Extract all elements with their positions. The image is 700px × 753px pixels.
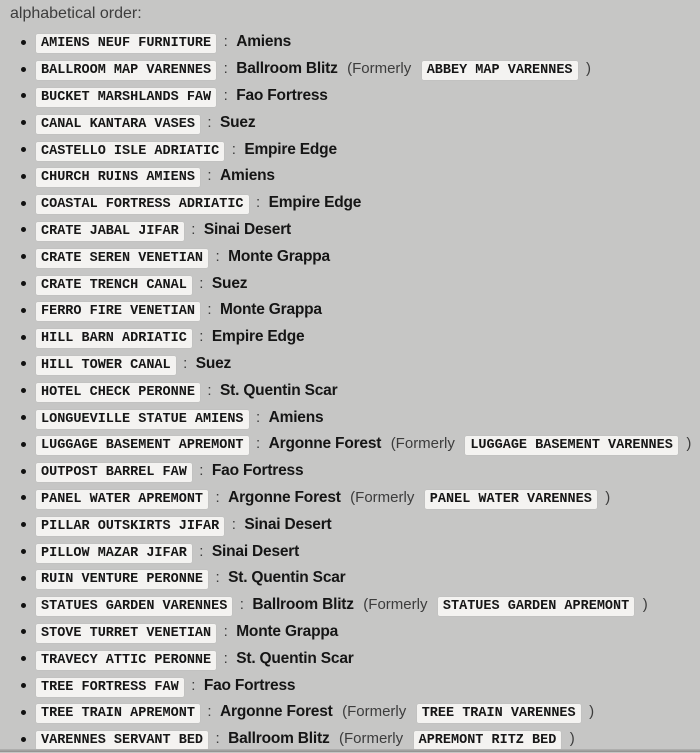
map-name: Sinai Desert (244, 515, 332, 533)
list-item (0, 83, 700, 110)
list-item (0, 485, 700, 512)
list-item-line (36, 623, 338, 641)
map-name: Ballroom Blitz (236, 60, 338, 78)
formerly-prefix: (Formerly (350, 488, 415, 506)
map-name: Fao Fortress (203, 676, 296, 694)
list-item (0, 619, 700, 646)
list-item-line (36, 703, 594, 721)
list-item-line (36, 462, 303, 480)
separator: : (256, 435, 261, 453)
bullet-icon (21, 415, 26, 420)
code-name: PILLOW MAZAR JIFAR (36, 544, 192, 563)
formerly-suffix: ) (569, 730, 575, 748)
bullet-icon (21, 603, 26, 608)
bullet-icon (21, 308, 26, 313)
list-item-line (36, 596, 648, 614)
separator: : (256, 194, 261, 212)
separator: : (207, 301, 212, 319)
formerly-suffix: ) (642, 596, 648, 614)
list-item (0, 511, 700, 538)
codename-list (0, 29, 700, 753)
list-item (0, 351, 700, 378)
list-item-line (36, 516, 332, 534)
separator: : (215, 247, 220, 265)
map-name: Amiens (236, 33, 292, 51)
separator: : (207, 381, 212, 399)
bullet-icon (21, 656, 26, 661)
bullet-icon (21, 254, 26, 259)
list-item-line (36, 569, 346, 587)
separator: : (215, 730, 220, 748)
map-name: Argonne Forest (268, 435, 382, 453)
code-name: BUCKET MARSHLANDS FAW (36, 88, 216, 107)
map-name: Sinai Desert (211, 542, 300, 560)
list-item (0, 136, 700, 163)
map-name: Argonne Forest (228, 488, 341, 506)
formerly-prefix: (Formerly (338, 730, 404, 748)
list-item (0, 29, 700, 56)
former-code-name: ABBEY MAP VARENNES (422, 61, 578, 80)
code-name: RUIN VENTURE PERONNE (36, 570, 208, 589)
separator: : (199, 274, 204, 292)
map-name: Argonne Forest (220, 703, 333, 721)
list-item-line (36, 489, 610, 507)
formerly-suffix: ) (585, 60, 591, 78)
list-item-line (36, 650, 354, 668)
separator: : (191, 220, 196, 238)
bullet-icon (21, 549, 26, 554)
code-name: AMIENS NEUF FURNITURE (36, 34, 216, 53)
map-name: St. Quentin Scar (236, 649, 354, 667)
separator: : (183, 354, 188, 372)
list-item (0, 217, 700, 244)
formerly-note (334, 730, 575, 747)
list-item (0, 377, 700, 404)
map-name: Monte Grappa (228, 247, 330, 265)
page-title: alphabetical order: (10, 5, 142, 22)
bullet-icon (21, 201, 26, 206)
separator: : (215, 569, 220, 587)
list-item (0, 270, 700, 297)
list-item (0, 243, 700, 270)
formerly-suffix: ) (589, 703, 595, 721)
map-name: St. Quentin Scar (220, 381, 338, 399)
map-name: Fao Fortress (236, 86, 328, 104)
former-code-name: LUGGAGE BASEMENT VARENNES (465, 436, 678, 455)
list-item-line (36, 355, 231, 373)
code-name: STATUES GARDEN VARENNES (36, 597, 232, 616)
separator: : (199, 542, 204, 560)
formerly-prefix: (Formerly (347, 60, 412, 78)
list-item-line (36, 543, 299, 561)
list-item (0, 431, 700, 458)
bullet-icon (21, 388, 26, 393)
list-item (0, 672, 700, 699)
map-name: Amiens (220, 167, 275, 185)
separator: : (215, 488, 220, 506)
list-item-line (36, 301, 322, 319)
list-item-line (36, 730, 575, 748)
bullet-icon (21, 281, 26, 286)
separator: : (207, 167, 212, 185)
code-name: FERRO FIRE VENETIAN (36, 302, 200, 321)
code-name: VARENNES SERVANT BED (36, 731, 208, 750)
list-item (0, 163, 700, 190)
bullet-icon (21, 442, 26, 447)
code-name: STOVE TURRET VENETIAN (36, 624, 216, 643)
code-name: HOTEL CHECK PERONNE (36, 383, 200, 402)
bullet-icon (21, 174, 26, 179)
formerly-prefix: (Formerly (342, 703, 407, 721)
formerly-note (337, 703, 594, 720)
list-item-line (36, 221, 291, 239)
former-code-name: APREMONT RITZ BED (414, 731, 562, 750)
map-name: Ballroom Blitz (228, 730, 330, 748)
map-name: Monte Grappa (220, 301, 322, 319)
code-name: BALLROOM MAP VARENNES (36, 61, 216, 80)
code-name: HILL TOWER CANAL (36, 356, 176, 375)
separator: : (223, 33, 228, 51)
separator: : (207, 703, 212, 721)
code-name: CRATE JABAL JIFAR (36, 222, 184, 241)
code-name: HILL BARN ADRIATIC (36, 329, 192, 348)
code-name: LUGGAGE BASEMENT APREMONT (36, 436, 249, 455)
list-item-line (36, 409, 323, 427)
list-item-line (36, 275, 247, 293)
bullet-icon (21, 469, 26, 474)
code-name: TRAVECY ATTIC PERONNE (36, 651, 216, 670)
former-code-name: TREE TRAIN VARENNES (417, 704, 581, 723)
list-item (0, 109, 700, 136)
list-item-line (36, 141, 337, 159)
bullet-icon (21, 93, 26, 98)
bullet-icon (21, 710, 26, 715)
separator: : (231, 140, 236, 158)
code-name: TREE TRAIN APREMONT (36, 704, 200, 723)
formerly-suffix: ) (605, 488, 611, 506)
list-item-line (36, 382, 337, 400)
code-name: LONGUEVILLE STATUE AMIENS (36, 410, 249, 429)
separator: : (191, 676, 196, 694)
list-item-line (36, 33, 291, 51)
bullet-icon (21, 40, 26, 45)
list-item (0, 592, 700, 619)
map-name: Amiens (268, 408, 324, 426)
code-name: PANEL WATER APREMONT (36, 490, 208, 509)
bullet-icon (21, 120, 26, 125)
bullet-icon (21, 629, 26, 634)
list-item (0, 56, 700, 83)
separator: : (223, 86, 228, 104)
separator: : (239, 596, 244, 614)
code-name: OUTPOST BARREL FAW (36, 463, 192, 482)
list-item-line (36, 328, 304, 346)
map-name: Suez (211, 274, 248, 292)
list-item-line (36, 677, 295, 695)
list-item (0, 645, 700, 672)
bullet-icon (21, 227, 26, 232)
code-name: CHURCH RUINS AMIENS (36, 168, 200, 187)
map-name: Empire Edge (268, 194, 362, 212)
bullet-icon (21, 737, 26, 742)
bullet-icon (21, 683, 26, 688)
map-name: Empire Edge (211, 328, 305, 346)
separator: : (207, 113, 212, 131)
formerly-note (342, 60, 591, 77)
list-item-line (36, 60, 591, 78)
bullet-icon (21, 335, 26, 340)
list-item (0, 297, 700, 324)
bullet-icon (21, 495, 26, 500)
formerly-prefix: (Formerly (363, 596, 428, 614)
formerly-note (345, 489, 610, 506)
separator: : (199, 328, 204, 346)
list-item-line (36, 248, 330, 266)
map-name: Monte Grappa (236, 622, 339, 640)
bullet-icon (21, 576, 26, 581)
map-name: Suez (220, 113, 256, 131)
former-code-name: PANEL WATER VARENNES (425, 490, 597, 509)
map-name: Suez (195, 354, 232, 372)
formerly-note (358, 596, 647, 613)
list-item (0, 324, 700, 351)
map-name: St. Quentin Scar (228, 569, 346, 587)
separator: : (223, 60, 228, 78)
former-code-name: STATUES GARDEN APREMONT (438, 597, 634, 616)
list-item-line (36, 87, 328, 105)
map-name: Sinai Desert (203, 220, 292, 238)
code-name: COASTAL FORTRESS ADRIATIC (36, 195, 249, 214)
formerly-suffix: ) (686, 435, 692, 453)
code-name: CANAL KANTARA VASES (36, 115, 200, 134)
list-item (0, 190, 700, 217)
map-name: Empire Edge (244, 140, 337, 158)
code-name: CASTELLO ISLE ADRIATIC (36, 142, 224, 161)
list-item-line (36, 114, 255, 132)
bullet-icon (21, 147, 26, 152)
code-name: PILLAR OUTSKIRTS JIFAR (36, 517, 224, 536)
list-item-line (36, 167, 275, 185)
separator: : (199, 462, 204, 480)
list-item-line (36, 435, 691, 453)
list-item (0, 458, 700, 485)
list-item (0, 404, 700, 431)
list-item (0, 538, 700, 565)
separator: : (223, 622, 228, 640)
code-name: CRATE TRENCH CANAL (36, 276, 192, 295)
bullet-icon (21, 361, 26, 366)
bullet-icon (21, 67, 26, 72)
separator: : (231, 515, 236, 533)
map-name: Ballroom Blitz (252, 596, 354, 614)
formerly-note (386, 435, 692, 452)
code-name: CRATE SEREN VENETIAN (36, 249, 208, 268)
list-item (0, 565, 700, 592)
list-item-line (36, 194, 361, 212)
map-name: Fao Fortress (211, 462, 304, 480)
code-name: TREE FORTRESS FAW (36, 678, 184, 697)
list-item (0, 699, 700, 726)
formerly-prefix: (Formerly (390, 435, 455, 453)
separator: : (223, 649, 228, 667)
bullet-icon (21, 522, 26, 527)
separator: : (256, 408, 261, 426)
